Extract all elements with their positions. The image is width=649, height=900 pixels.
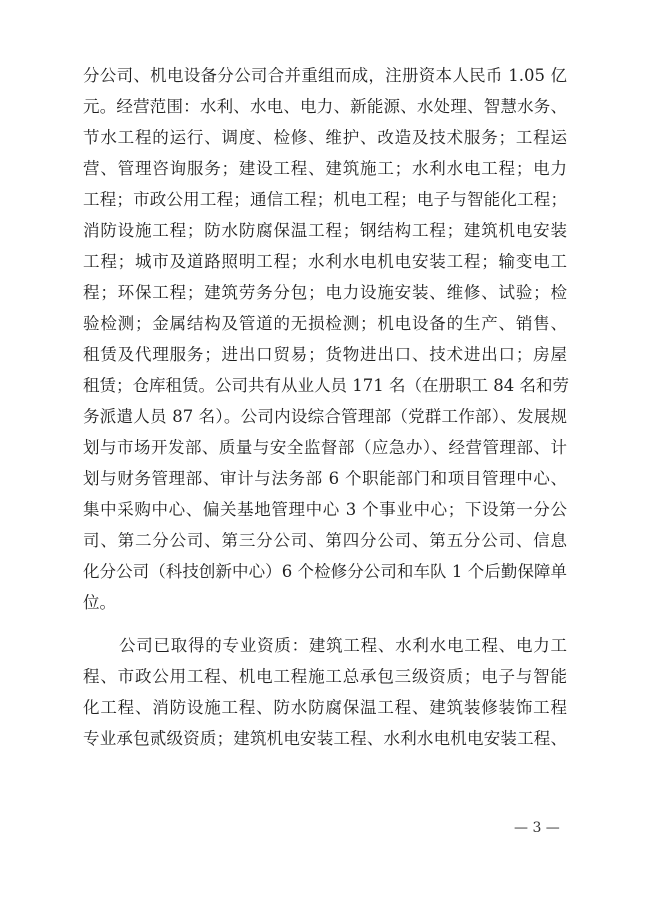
text-line: 租赁及代理服务；进出口贸易；货物进出口、技术进出口；房屋 — [83, 345, 567, 364]
text-line: 工程；市政公用工程；通信工程；机电工程；电子与智能化工程； — [83, 190, 567, 209]
text-line: 划与财务管理部、审计与法务部 6 个职能部门和项目管理中心、 — [83, 469, 567, 488]
document-body — [83, 60, 567, 754]
text-line: 专业承包贰级资质；建筑机电安装工程、水利水电机电安装工程、 — [83, 729, 567, 748]
text-line: 集中采购中心、偏关基地管理中心 3 个事业中心；下设第一分公 — [83, 500, 567, 519]
text-line: 消防设施工程；防水防腐保温工程；钢结构工程；建筑机电安装 — [83, 221, 567, 240]
paragraph-2 — [83, 630, 567, 754]
text-line: 化工程、消防设施工程、防水防腐保温工程、建筑装修装饰工程 — [83, 698, 567, 717]
text-line: 节水工程的运行、调度、检修、维护、改造及技术服务；工程运 — [83, 128, 567, 147]
text-line: 程、市政公用工程、机电工程施工总承包三级资质；电子与智能 — [83, 667, 567, 686]
paragraph-1 — [83, 60, 567, 618]
text-line: 化分公司（科技创新中心）6 个检修分公司和车队 1 个后勤保障单 — [83, 562, 567, 581]
text-line: 公司已取得的专业资质：建筑工程、水利水电工程、电力工 — [119, 636, 567, 655]
text-line: 工程；城市及道路照明工程；水利水电机电安装工程；输变电工 — [83, 252, 567, 271]
text-line: 元。经营范围：水利、水电、电力、新能源、水处理、智慧水务、 — [83, 97, 567, 116]
text-line: 司、第二分公司、第三分公司、第四分公司、第五分公司、信息 — [83, 531, 567, 550]
text-line: 划与市场开发部、质量与安全监督部（应急办）、经营管理部、计 — [83, 438, 567, 457]
text-line: 租赁；仓库租赁。公司共有从业人员 171 名（在册职工 84 名和劳 — [83, 376, 569, 395]
text-line: 位。 — [83, 593, 116, 612]
text-line: 务派遣人员 87 名）。公司内设综合管理部（党群工作部）、发展规 — [83, 407, 567, 426]
page-number: — 3 — — [514, 820, 560, 836]
text-line: 验检测；金属结构及管道的无损检测；机电设备的生产、销售、 — [83, 314, 567, 333]
text-line: 分公司、机电设备分公司合并重组而成，注册资本人民币 1.05 亿 — [83, 66, 567, 85]
text-line: 程；环保工程；建筑劳务分包；电力设施安装、维修、试验；检 — [83, 283, 567, 302]
text-line: 营、管理咨询服务；建设工程、建筑施工；水利水电工程；电力 — [83, 159, 567, 178]
paragraph-gap — [83, 618, 567, 630]
